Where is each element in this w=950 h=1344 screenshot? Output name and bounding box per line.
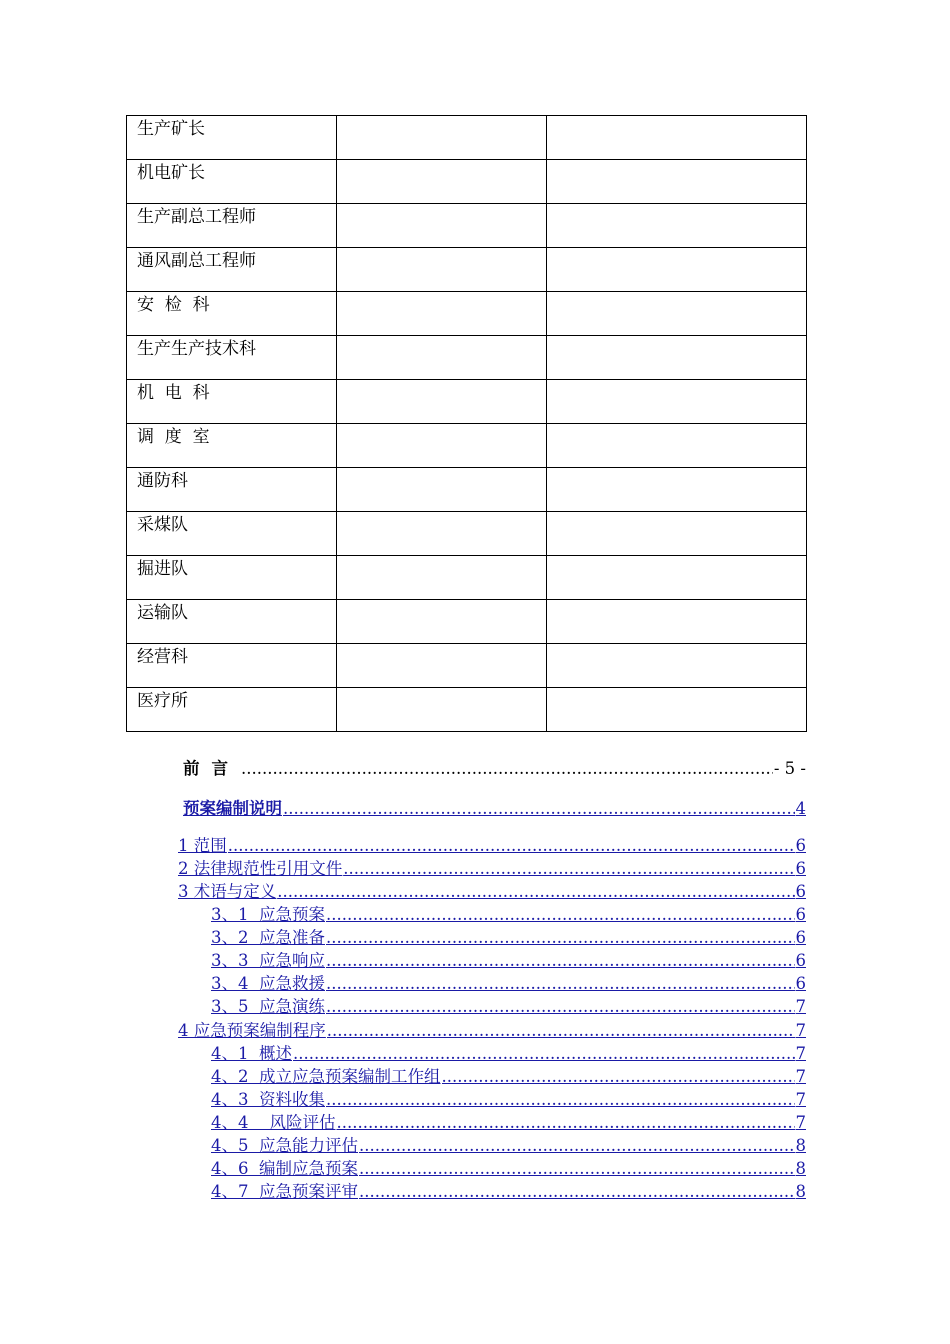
dept-cell: 医疗所 [127,688,337,732]
toc-page: 6 [795,836,806,855]
blank-cell [337,468,547,512]
blank-cell [547,336,807,380]
toc-leader [326,951,795,971]
dept-cell: 生产生产技术科 [127,336,337,380]
toc-page: 6 [795,905,806,924]
table-row [127,160,807,204]
toc-label: 预案编制说明 [183,799,282,818]
blank-cell [547,248,807,292]
table-row [127,556,807,600]
toc-label: 4、3 资料收集 [211,1090,325,1109]
blank-cell [547,468,807,512]
toc-page: - 5 - [773,759,806,778]
table-row [127,336,807,380]
toc-entry-link[interactable] [211,971,806,994]
toc-page: 8 [795,1136,806,1155]
toc-entry-link[interactable] [211,1179,806,1202]
toc-entry-link[interactable] [178,879,806,902]
blank-cell [337,424,547,468]
toc-label: 3、5 应急演练 [211,997,325,1016]
toc-entry-link[interactable] [211,902,806,925]
blank-cell [337,600,547,644]
toc-page: 7 [795,1090,806,1109]
signature-table [126,115,807,732]
table-row [127,644,807,688]
toc-label: 3、3 应急响应 [211,951,325,970]
toc-leader [228,836,795,856]
toc-page: 7 [795,1067,806,1086]
table-row [127,292,807,336]
table-row [127,600,807,644]
toc-label: 4、2 成立应急预案编制工作组 [211,1067,441,1086]
toc-leader [326,974,795,994]
toc-page: 4 [795,799,806,818]
dept-cell: 机 电 科 [127,380,337,424]
toc-leader [283,799,795,819]
blank-cell [547,380,807,424]
toc-leader [326,905,795,925]
toc-page: 7 [795,997,806,1016]
toc-leader [359,1136,795,1156]
toc-label: 3、1 应急预案 [211,905,325,924]
dept-cell: 掘进队 [127,556,337,600]
toc-leader [293,1044,795,1064]
table-row [127,248,807,292]
blank-cell [337,248,547,292]
blank-cell [547,204,807,248]
toc-entry-link[interactable] [211,1156,806,1179]
toc-page: 7 [795,1021,806,1040]
toc-leader [326,1090,795,1110]
dept-cell: 采煤队 [127,512,337,556]
table-row [127,116,807,160]
toc-page: 7 [795,1044,806,1063]
dept-cell: 机电矿长 [127,160,337,204]
dept-cell: 经营科 [127,644,337,688]
blank-cell [337,556,547,600]
toc-label: 4、1 概述 [211,1044,292,1063]
table-row [127,688,807,732]
toc-label: 1 范围 [178,836,227,855]
toc-label: 3、4 应急救援 [211,974,325,993]
blank-cell [337,380,547,424]
toc-page: 8 [795,1182,806,1201]
toc-entry-link[interactable] [211,948,806,971]
toc-label: 4、5 应急能力评估 [211,1136,358,1155]
blank-cell [547,688,807,732]
dept-cell: 运输队 [127,600,337,644]
dept-cell: 生产副总工程师 [127,204,337,248]
toc-label: 2 法律规范性引用文件 [178,859,343,878]
table-row [127,424,807,468]
blank-cell [337,160,547,204]
blank-cell [547,644,807,688]
toc-entry-link[interactable] [178,856,806,879]
toc-entry-link[interactable] [211,1087,806,1110]
blank-cell [547,160,807,204]
blank-cell [337,512,547,556]
toc-label: 4 应急预案编制程序 [178,1021,326,1040]
toc-leader [442,1067,795,1087]
toc-entry-link[interactable] [211,925,806,948]
toc-leader [336,1113,794,1133]
dept-cell: 安 检 科 [127,292,337,336]
toc-leader [327,1021,795,1041]
table-row [127,380,807,424]
toc-page: 8 [795,1159,806,1178]
toc-entry-link[interactable] [211,1110,806,1133]
toc-entry-link[interactable] [211,1041,806,1064]
toc-leader [326,928,795,948]
table-row [127,512,807,556]
toc-page: 6 [795,928,806,947]
toc-page: 6 [795,859,806,878]
blank-cell [337,204,547,248]
toc-leader [277,882,794,902]
blank-cell [337,292,547,336]
blank-cell [547,116,807,160]
blank-cell [337,688,547,732]
toc-intro-link[interactable] [183,796,806,819]
blank-cell [547,512,807,556]
toc-label: 4、6 编制应急预案 [211,1159,358,1178]
toc-label: 4、7 应急预案评审 [211,1182,358,1201]
table-row [127,204,807,248]
toc-preface [183,756,806,779]
toc-leader [343,859,794,879]
blank-cell [337,116,547,160]
toc-page: 6 [795,951,806,970]
blank-cell [547,556,807,600]
dept-cell: 生产矿长 [127,116,337,160]
toc-label: 3 术语与定义 [178,882,277,901]
toc-page: 6 [795,882,806,901]
toc-entry-link[interactable] [178,1018,806,1041]
toc-leader [326,997,795,1017]
toc-entry-link[interactable] [211,1133,806,1156]
toc-label: 3、2 应急准备 [211,928,325,947]
table-row [127,468,807,512]
toc-leader [241,759,773,779]
dept-cell: 调 度 室 [127,424,337,468]
toc-entry-link[interactable] [178,833,806,856]
blank-cell [337,336,547,380]
blank-cell [547,600,807,644]
toc-entry-link[interactable] [211,1064,806,1087]
toc-leader [359,1159,795,1179]
blank-cell [547,292,807,336]
toc-label: 前言 [183,759,240,778]
toc-entry-link[interactable] [211,994,806,1017]
toc-label: 4、4 风险评估 [211,1113,336,1132]
dept-cell: 通风副总工程师 [127,248,337,292]
blank-cell [547,424,807,468]
blank-cell [337,644,547,688]
toc-page: 7 [795,1113,806,1132]
toc-leader [359,1182,795,1202]
dept-cell: 通防科 [127,468,337,512]
toc-page: 6 [795,974,806,993]
